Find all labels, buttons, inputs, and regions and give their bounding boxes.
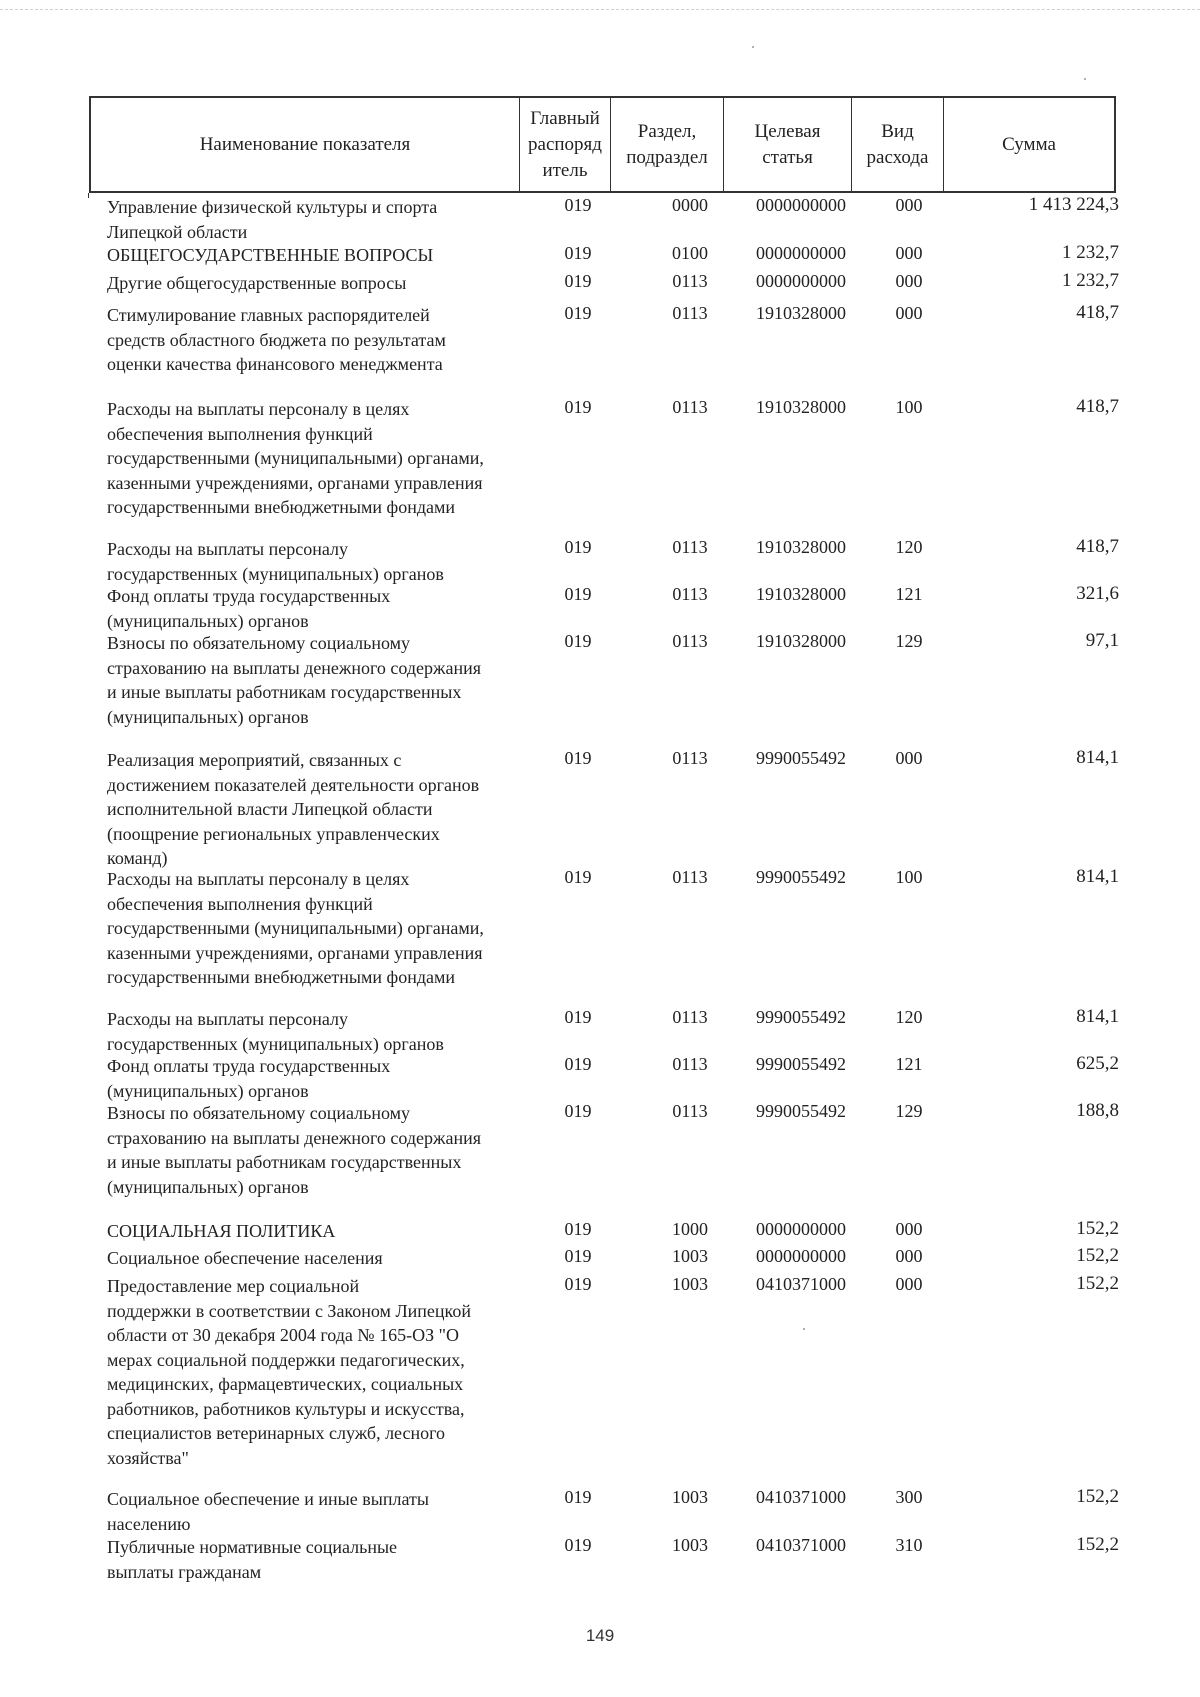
row-section: 0113	[672, 397, 708, 417]
row-chief: 019	[564, 1219, 592, 1239]
row-section: 0113	[672, 631, 708, 651]
row-name: Управление физической культуры и спорта Липецкой области	[107, 197, 438, 242]
row-kind: 100	[895, 867, 923, 887]
row-amount: 418,7	[1076, 536, 1119, 557]
row-chief: 019	[564, 537, 592, 557]
row-amount: 1 232,7	[1062, 242, 1119, 263]
row-section: 0113	[672, 584, 708, 604]
scan-speck	[752, 46, 754, 48]
row-amount: 418,7	[1076, 302, 1119, 323]
row-chief: 019	[564, 195, 592, 215]
row-chief: 019	[564, 271, 592, 291]
row-chief: 019	[564, 748, 592, 768]
row-target: 9990055492	[756, 867, 846, 887]
row-target: 1910328000	[756, 303, 846, 323]
row-target: 0410371000	[756, 1274, 846, 1294]
row-target: 0000000000	[756, 195, 846, 215]
row-target: 0000000000	[756, 1219, 846, 1239]
row-section: 0113	[672, 1007, 708, 1027]
row-section: 1003	[672, 1246, 708, 1266]
header-name: Наименование показателя	[91, 98, 520, 191]
row-name: Расходы на выплаты персоналу в целях обеспечения выполнения функций государственными (муниципальными) органами, казенными учреждениями, органами управления государственными внебюджетными фондами	[107, 869, 484, 987]
row-amount: 152,2	[1076, 1218, 1119, 1239]
row-chief: 019	[564, 243, 592, 263]
row-chief: 019	[564, 1007, 592, 1027]
row-chief: 019	[564, 867, 592, 887]
row-kind: 129	[895, 1101, 923, 1121]
row-name: Публичные нормативные социальные выплаты гражданам	[107, 1537, 398, 1582]
row-chief: 019	[564, 631, 592, 651]
row-amount: 814,1	[1076, 1006, 1119, 1027]
row-section: 0113	[672, 867, 708, 887]
row-amount: 152,2	[1076, 1534, 1119, 1555]
row-target: 1910328000	[756, 584, 846, 604]
row-kind: 000	[895, 195, 923, 215]
row-name: Взносы по обязательному социальному страхованию на выплаты денежного содержания и иные выплаты работникам государственных (муниципальных) органов	[107, 1103, 482, 1197]
row-amount: 152,2	[1076, 1486, 1119, 1507]
row-chief: 019	[564, 397, 592, 417]
row-kind: 121	[895, 1054, 923, 1074]
table-left-tick	[88, 193, 89, 198]
top-scan-rule	[0, 9, 1200, 10]
row-kind: 310	[895, 1535, 923, 1555]
row-section: 0100	[672, 243, 708, 263]
row-name: Фонд оплаты труда государственных (муниципальных) органов	[107, 1056, 391, 1101]
row-chief: 019	[564, 1054, 592, 1074]
row-chief: 019	[564, 1487, 592, 1507]
row-amount: 625,2	[1076, 1053, 1119, 1074]
row-name: Социальное обеспечение и иные выплаты населению	[107, 1489, 429, 1534]
row-kind: 100	[895, 397, 923, 417]
row-target: 0410371000	[756, 1487, 846, 1507]
row-section: 0113	[672, 271, 708, 291]
header-chief: Главный распоряд итель	[520, 98, 611, 191]
row-amount: 152,2	[1076, 1245, 1119, 1266]
row-section: 0113	[672, 748, 708, 768]
row-target: 9990055492	[756, 1054, 846, 1074]
table-header	[89, 96, 1116, 193]
row-kind: 000	[895, 748, 923, 768]
row-section: 0113	[672, 1101, 708, 1121]
row-section: 0113	[672, 1054, 708, 1074]
row-name: Расходы на выплаты персоналу в целях обеспечения выполнения функций государственными (муниципальными) органами, казенными учреждениями, органами управления государственными внебюджетными фондами	[107, 399, 484, 517]
row-kind: 120	[895, 537, 923, 557]
row-kind: 000	[895, 243, 923, 263]
row-name: Взносы по обязательному социальному страхованию на выплаты денежного содержания и иные выплаты работникам государственных (муниципальных) органов	[107, 633, 482, 727]
row-target: 0410371000	[756, 1535, 846, 1555]
row-kind: 121	[895, 584, 923, 604]
row-name: Другие общегосударственные вопросы	[107, 273, 407, 293]
row-amount: 152,2	[1076, 1273, 1119, 1294]
row-kind: 129	[895, 631, 923, 651]
row-target: 9990055492	[756, 1101, 846, 1121]
row-section: 1003	[672, 1487, 708, 1507]
row-section: 1000	[672, 1219, 708, 1239]
header-kind: Вид расхода	[852, 98, 944, 191]
scan-speck	[803, 1328, 805, 1330]
header-target: Целевая статья	[724, 98, 852, 191]
row-target: 0000000000	[756, 243, 846, 263]
row-target: 0000000000	[756, 271, 846, 291]
row-kind: 000	[895, 271, 923, 291]
row-kind: 000	[895, 1274, 923, 1294]
row-target: 1910328000	[756, 537, 846, 557]
header-section: Раздел, подраздел	[611, 98, 724, 191]
row-name: ОБЩЕГОСУДАРСТВЕННЫЕ ВОПРОСЫ	[107, 245, 434, 265]
row-amount: 814,1	[1076, 747, 1119, 768]
row-amount: 1 232,7	[1062, 270, 1119, 291]
row-amount: 1 413 224,3	[1028, 194, 1119, 215]
row-amount: 97,1	[1085, 630, 1119, 651]
header-amount: Сумма	[1002, 133, 1056, 155]
row-chief: 019	[564, 1101, 592, 1121]
page-number: 149	[585, 1626, 615, 1645]
row-amount: 188,8	[1076, 1100, 1119, 1121]
row-name: Фонд оплаты труда государственных (муниципальных) органов	[107, 586, 391, 631]
row-kind: 000	[895, 303, 923, 323]
row-target: 1910328000	[756, 631, 846, 651]
row-chief: 019	[564, 303, 592, 323]
row-kind: 000	[895, 1219, 923, 1239]
row-target: 1910328000	[756, 397, 846, 417]
row-kind: 120	[895, 1007, 923, 1027]
row-kind: 300	[895, 1487, 923, 1507]
row-amount: 321,6	[1076, 583, 1119, 604]
row-name: Социальное обеспечение населения	[107, 1248, 383, 1268]
row-target: 9990055492	[756, 1007, 846, 1027]
scan-speck	[1084, 78, 1086, 80]
row-name: СОЦИАЛЬНАЯ ПОЛИТИКА	[107, 1221, 336, 1241]
row-amount: 814,1	[1076, 866, 1119, 887]
row-name: Расходы на выплаты персоналу государственных (муниципальных) органов	[107, 539, 444, 584]
row-chief: 019	[564, 1274, 592, 1294]
row-target: 0000000000	[756, 1246, 846, 1266]
row-name: Стимулирование главных распорядителей средств областного бюджета по результатам оценки качества финансового менеджмента	[107, 305, 446, 374]
row-target: 9990055492	[756, 748, 846, 768]
row-chief: 019	[564, 1535, 592, 1555]
row-name: Предоставление мер социальной поддержки в соответствии с Законом Липецкой области от 30 декабря 2004 года № 165-ОЗ "О мерах социальной поддержки педагогических, медицинских, фармацевтических, социальных работников, работников культуры и искусства, специалистов ветеринарных служб, лесного хозяйства"	[107, 1276, 472, 1468]
row-name: Реализация мероприятий, связанных с достижением показателей деятельности органов исполнительной власти Липецкой области (поощрение региональных управленческих команд)	[107, 750, 480, 868]
row-chief: 019	[564, 1246, 592, 1266]
row-amount: 418,7	[1076, 396, 1119, 417]
row-section: 1003	[672, 1274, 708, 1294]
row-kind: 000	[895, 1246, 923, 1266]
row-section: 1003	[672, 1535, 708, 1555]
row-section: 0113	[672, 537, 708, 557]
row-section: 0113	[672, 303, 708, 323]
row-name: Расходы на выплаты персоналу государственных (муниципальных) органов	[107, 1009, 444, 1054]
row-section: 0000	[672, 195, 708, 215]
row-chief: 019	[564, 584, 592, 604]
